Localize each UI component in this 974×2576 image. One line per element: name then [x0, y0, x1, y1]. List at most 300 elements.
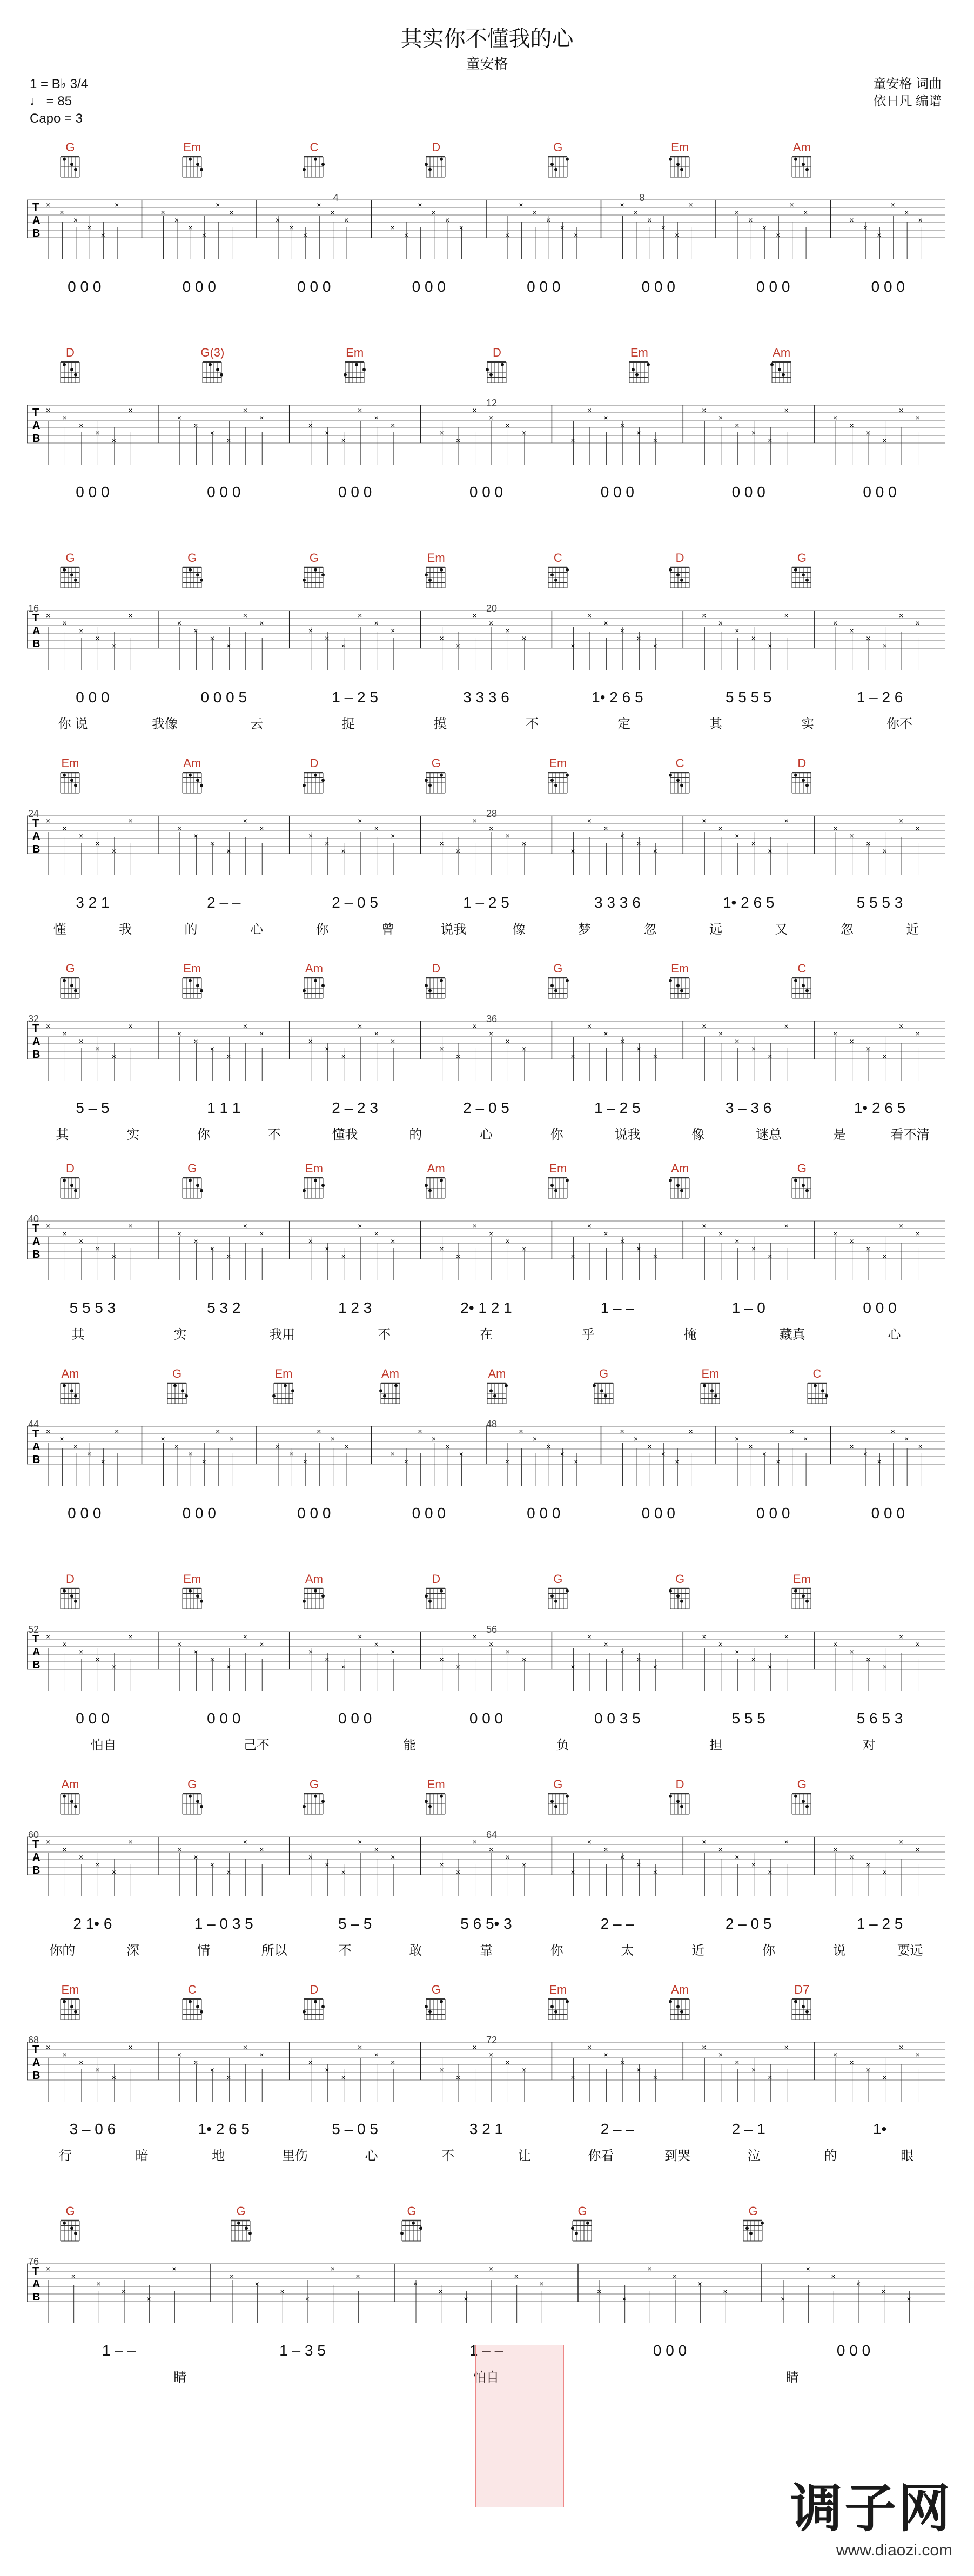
svg-text:×: ×: [532, 1434, 538, 1443]
lyric-word: 捉: [342, 717, 355, 732]
svg-text:×: ×: [489, 619, 494, 627]
chord-grid-icon: [58, 976, 82, 1001]
chord-diagram: [420, 1777, 452, 1816]
svg-text:×: ×: [521, 1044, 527, 1053]
jianpu-measure: 0 0 0: [756, 1505, 790, 1521]
jianpu-measure: 0 0 0: [412, 1505, 446, 1521]
svg-text:B: B: [32, 2070, 41, 2082]
svg-text:×: ×: [374, 1640, 379, 1648]
svg-text:×: ×: [174, 216, 179, 224]
measure-number: 52: [28, 1624, 39, 1635]
svg-text:×: ×: [229, 1434, 234, 1443]
svg-text:×: ×: [906, 2295, 911, 2303]
svg-text:B: B: [32, 843, 41, 855]
chord-diagram: [374, 1367, 407, 1406]
svg-text:×: ×: [439, 2065, 444, 2074]
jianpu-measure: 0 0 0: [469, 484, 503, 500]
svg-text:×: ×: [784, 1022, 789, 1030]
svg-text:×: ×: [330, 208, 335, 217]
jianpu-measure: 5 5 5 5: [725, 689, 772, 706]
chord-grid-icon: [343, 360, 367, 385]
svg-text:×: ×: [781, 2295, 785, 2303]
chord-name: G: [65, 551, 75, 565]
jianpu-measure: 1 – 2 6: [856, 689, 903, 706]
svg-text:×: ×: [46, 611, 51, 620]
svg-text:×: ×: [62, 1640, 67, 1648]
chord-name: G: [553, 140, 563, 154]
svg-text:×: ×: [59, 208, 64, 217]
svg-text:×: ×: [675, 1457, 680, 1466]
jianpu-measure: 3 3 3 6: [594, 894, 641, 911]
jianpu-measure: 5 – 5: [76, 1099, 110, 1116]
svg-text:×: ×: [620, 626, 625, 635]
svg-text:×: ×: [570, 847, 575, 855]
jianpu-measure: 0 0 0: [641, 278, 675, 295]
svg-text:×: ×: [325, 1244, 330, 1253]
jianpu-measure: 3 2 1: [76, 894, 110, 911]
chord-diagram: [176, 962, 209, 1001]
tab-system: [0, 551, 974, 746]
svg-text:×: ×: [355, 2272, 360, 2280]
jianpu-measure: 0 0 0: [836, 2342, 871, 2359]
jianpu-measure: 1 – 0: [731, 1299, 765, 1316]
svg-text:×: ×: [620, 1237, 625, 1245]
chord-grid-icon: [302, 1997, 326, 2022]
chord-diagram: [196, 346, 229, 385]
svg-text:×: ×: [46, 816, 51, 825]
svg-text:×: ×: [620, 2058, 625, 2067]
svg-text:×: ×: [718, 1029, 723, 1038]
svg-text:×: ×: [431, 1434, 436, 1443]
chord-name: G: [553, 962, 563, 975]
chord-grid-icon: [424, 1586, 448, 1611]
jianpu-measure: 1 1 1: [207, 1099, 241, 1116]
chord-grid-icon: [790, 1586, 814, 1611]
chord-diagram: [765, 346, 798, 385]
svg-text:×: ×: [193, 1237, 198, 1245]
tab-system: [0, 1983, 974, 2177]
tab-system: [0, 1367, 974, 1561]
chord-name: G: [797, 1162, 807, 1175]
lyric-word: 己不: [243, 1738, 270, 1753]
svg-text:×: ×: [128, 611, 133, 620]
chord-diagram: [54, 1983, 86, 2022]
jianpu-measure: 0 0 0: [297, 1505, 331, 1521]
chord-name: D: [675, 1777, 684, 1791]
svg-text:×: ×: [735, 421, 740, 430]
jianpu-measure: 2 – 1: [731, 2121, 765, 2137]
svg-text:×: ×: [276, 1442, 280, 1451]
svg-text:×: ×: [653, 1662, 657, 1671]
svg-text:×: ×: [358, 1837, 362, 1846]
svg-text:×: ×: [849, 1237, 854, 1245]
svg-text:×: ×: [358, 1022, 362, 1030]
lyric-word: 睛: [785, 2370, 799, 2385]
svg-text:×: ×: [521, 1860, 527, 1869]
svg-text:×: ×: [849, 421, 854, 430]
lyric-word: 不: [267, 1128, 281, 1142]
chord-name: D: [797, 756, 807, 770]
svg-text:×: ×: [849, 1647, 854, 1656]
svg-text:A: A: [32, 1036, 41, 1048]
svg-text:T: T: [32, 407, 39, 419]
chord-name: Em: [183, 140, 201, 154]
chord-name: D: [66, 346, 75, 359]
svg-text:×: ×: [833, 413, 838, 422]
svg-text:×: ×: [445, 216, 450, 224]
svg-text:×: ×: [46, 1022, 51, 1030]
svg-text:×: ×: [243, 1632, 247, 1641]
measure-number: 40: [28, 1213, 39, 1224]
chord-name: Em: [183, 962, 201, 975]
svg-text:×: ×: [391, 626, 395, 635]
chord-diagram: [298, 1572, 330, 1611]
chord-name: G: [187, 1777, 197, 1791]
svg-text:×: ×: [243, 1022, 247, 1030]
jianpu-measure: 2 – 2 3: [332, 1099, 378, 1116]
lyric-word: 乎: [581, 1327, 595, 1342]
chord-name: G: [577, 2204, 587, 2218]
svg-text:×: ×: [438, 2287, 443, 2296]
svg-text:×: ×: [216, 200, 220, 209]
svg-text:×: ×: [46, 1632, 51, 1641]
measure-number: 44: [28, 1419, 39, 1430]
lyric-word: 像: [512, 922, 526, 937]
svg-text:×: ×: [603, 619, 608, 627]
jianpu-measure: 0 0 0: [68, 1505, 102, 1521]
svg-text:×: ×: [305, 2295, 310, 2303]
jianpu-measure: 3 – 3 6: [725, 1099, 772, 1116]
svg-text:B: B: [32, 1659, 41, 1671]
chord-grid-icon: [180, 1176, 204, 1200]
svg-text:×: ×: [675, 231, 680, 239]
svg-text:×: ×: [748, 1442, 753, 1451]
chord-grid-icon: [546, 1997, 570, 2022]
svg-text:×: ×: [776, 1457, 781, 1466]
svg-text:×: ×: [374, 619, 379, 627]
svg-text:×: ×: [505, 1647, 510, 1656]
jianpu-measure: 2 1• 6: [73, 1915, 112, 1932]
jianpu-measure: 0 0 0: [182, 1505, 216, 1521]
svg-text:×: ×: [308, 1037, 313, 1045]
svg-text:×: ×: [472, 1222, 477, 1230]
chord-name: G: [187, 1162, 197, 1175]
chord-grid-icon: [200, 360, 224, 385]
chord-grid-icon: [302, 1586, 326, 1611]
svg-text:×: ×: [325, 1655, 330, 1663]
jianpu-measure: 1• 2 6 5: [722, 894, 775, 911]
svg-text:×: ×: [653, 1052, 657, 1061]
svg-text:×: ×: [177, 1845, 182, 1854]
svg-text:×: ×: [216, 1427, 220, 1435]
chord-diagram: [542, 1162, 574, 1200]
lyric-word: 不: [378, 1327, 391, 1342]
svg-text:×: ×: [833, 1845, 838, 1854]
svg-text:×: ×: [439, 1044, 444, 1053]
svg-text:×: ×: [456, 1662, 461, 1671]
lyric-word: 眼: [901, 2149, 914, 2163]
svg-text:×: ×: [603, 1029, 608, 1038]
svg-text:×: ×: [62, 1029, 67, 1038]
svg-text:×: ×: [344, 216, 349, 224]
svg-text:×: ×: [489, 824, 494, 833]
lyric-word: 你: [315, 922, 329, 937]
chord-diagram: [176, 1162, 209, 1200]
lyric-word: 掩: [683, 1327, 697, 1342]
lyric-word: 你看: [588, 2149, 614, 2163]
chord-name: D: [675, 551, 684, 565]
svg-text:×: ×: [341, 1868, 346, 1876]
chord-grid-icon: [302, 1176, 326, 1200]
lyric-word: 暗: [135, 2149, 149, 2163]
chord-diagram: [694, 1367, 727, 1406]
lyric-word: 到哭: [664, 2149, 691, 2163]
svg-text:×: ×: [505, 231, 510, 239]
chord-grid-icon: [424, 1176, 448, 1200]
svg-text:×: ×: [259, 1845, 264, 1854]
svg-text:×: ×: [95, 634, 100, 642]
jianpu-measure: 0 0 0: [68, 278, 102, 295]
jianpu-measure: 0 0 0: [338, 484, 372, 500]
chord-diagram: [54, 346, 86, 385]
chord-diagram: [176, 551, 209, 590]
lyric-word: 心: [479, 1128, 493, 1142]
chord-diagram: [54, 1777, 86, 1816]
svg-text:×: ×: [570, 2073, 575, 2082]
chord-name: G: [553, 1572, 563, 1586]
chord-diagram: [54, 1162, 86, 1200]
chord-diagram: [542, 1572, 574, 1611]
svg-text:×: ×: [177, 1229, 182, 1238]
svg-text:×: ×: [751, 839, 756, 848]
svg-text:×: ×: [317, 200, 321, 209]
svg-text:×: ×: [456, 1868, 461, 1876]
chord-name: G: [172, 1367, 182, 1380]
svg-text:×: ×: [915, 824, 920, 833]
svg-text:×: ×: [210, 839, 214, 848]
svg-text:×: ×: [789, 200, 794, 209]
chord-grid-icon: [668, 1176, 692, 1200]
lyric-word: 看不清: [890, 1128, 930, 1142]
chord-name: G: [407, 2204, 417, 2218]
chord-name: C: [675, 756, 684, 770]
svg-text:×: ×: [325, 428, 330, 437]
svg-text:×: ×: [95, 1044, 100, 1053]
lyric-word: 担: [709, 1738, 722, 1753]
chord-diagram: [801, 1367, 834, 1406]
jianpu-measure: 0 0 0: [338, 1710, 372, 1727]
chord-grid-icon: [805, 1381, 829, 1406]
svg-text:×: ×: [111, 641, 117, 650]
chord-grid-icon: [180, 565, 204, 590]
svg-text:×: ×: [128, 1222, 133, 1230]
svg-text:×: ×: [784, 1222, 789, 1230]
chord-diagram: [54, 2204, 86, 2243]
svg-text:×: ×: [128, 406, 133, 414]
svg-text:×: ×: [489, 2264, 494, 2273]
jianpu-measure: 0 0 0: [527, 1505, 561, 1521]
svg-text:×: ×: [472, 2043, 477, 2051]
jianpu-measure: 2 – –: [600, 2121, 634, 2137]
chord-name: G: [431, 756, 441, 770]
svg-text:×: ×: [546, 1442, 551, 1451]
svg-text:×: ×: [111, 1052, 117, 1061]
tab-system: [0, 962, 974, 1156]
chord-name: Em: [630, 346, 648, 359]
svg-text:×: ×: [849, 216, 854, 224]
svg-text:×: ×: [833, 1029, 838, 1038]
chord-diagram: [420, 1572, 452, 1611]
svg-text:T: T: [32, 1023, 39, 1035]
svg-text:×: ×: [456, 847, 461, 855]
chord-diagram: [542, 756, 574, 795]
jianpu-measure: 1 – 0 3 5: [194, 1915, 253, 1932]
svg-text:×: ×: [87, 223, 92, 232]
svg-text:×: ×: [46, 1837, 51, 1846]
svg-text:×: ×: [560, 223, 565, 232]
svg-text:×: ×: [78, 1237, 84, 1245]
svg-text:×: ×: [431, 208, 436, 217]
svg-text:×: ×: [174, 1442, 179, 1451]
svg-text:×: ×: [784, 2043, 789, 2051]
svg-text:×: ×: [226, 436, 231, 445]
svg-text:×: ×: [358, 816, 362, 825]
svg-text:B: B: [32, 1454, 41, 1466]
lyric-word: 的: [184, 922, 198, 937]
svg-text:×: ×: [489, 1640, 494, 1648]
svg-text:×: ×: [391, 1037, 395, 1045]
chord-grid-icon: [424, 155, 448, 179]
chord-grid-icon: [58, 565, 82, 590]
song-title: 其实你不懂我的心: [400, 27, 574, 51]
chord-name: Am: [61, 1367, 79, 1380]
svg-text:×: ×: [768, 1052, 773, 1061]
svg-text:×: ×: [751, 428, 756, 437]
svg-text:×: ×: [259, 1229, 264, 1238]
svg-text:×: ×: [128, 816, 133, 825]
svg-text:×: ×: [603, 1229, 608, 1238]
chord-diagram: [339, 346, 371, 385]
svg-text:×: ×: [514, 2272, 519, 2280]
chord-name: G(3): [200, 346, 225, 359]
svg-text:×: ×: [597, 2287, 602, 2296]
lyric-word: 能: [403, 1738, 417, 1753]
svg-text:×: ×: [46, 2264, 51, 2273]
svg-text:×: ×: [193, 2058, 198, 2067]
svg-text:B: B: [32, 1864, 41, 1876]
svg-text:×: ×: [358, 406, 362, 414]
svg-text:×: ×: [303, 231, 308, 239]
svg-text:×: ×: [193, 421, 198, 430]
svg-text:×: ×: [78, 831, 84, 840]
chord-name: Em: [274, 1367, 293, 1380]
svg-text:×: ×: [702, 406, 707, 414]
svg-text:T: T: [32, 202, 39, 213]
lyric-word: 负: [556, 1738, 569, 1753]
svg-text:T: T: [32, 612, 39, 624]
chord-diagram: [176, 1572, 209, 1611]
svg-text:×: ×: [111, 2073, 117, 2082]
svg-text:×: ×: [546, 216, 551, 224]
svg-text:×: ×: [95, 1244, 100, 1253]
chord-diagram: [737, 2204, 769, 2243]
lyric-word: 远: [709, 922, 722, 937]
svg-text:×: ×: [439, 634, 444, 642]
svg-text:×: ×: [702, 816, 707, 825]
lyric-word: 情: [197, 1943, 210, 1958]
svg-text:×: ×: [519, 1427, 523, 1435]
lyric-word: 我: [119, 922, 132, 937]
svg-text:A: A: [32, 2057, 41, 2069]
chord-diagram: [298, 962, 330, 1001]
chord-diagram: [542, 962, 574, 1001]
svg-text:×: ×: [505, 1237, 510, 1245]
jianpu-measure: 0 0 0: [297, 278, 331, 295]
lyric-word: 我用: [269, 1327, 295, 1342]
lyric-word: 不: [338, 1943, 352, 1958]
tab-staff: [27, 194, 945, 265]
svg-text:×: ×: [574, 1457, 579, 1466]
svg-text:×: ×: [803, 208, 808, 217]
svg-text:×: ×: [210, 1044, 214, 1053]
lyric-word: 藏真: [779, 1327, 805, 1342]
chord-name: Am: [671, 1983, 689, 1996]
svg-text:×: ×: [570, 641, 575, 650]
svg-text:×: ×: [636, 1860, 641, 1869]
svg-text:×: ×: [718, 824, 723, 833]
svg-text:×: ×: [259, 619, 264, 627]
svg-text:×: ×: [856, 2279, 861, 2288]
svg-text:×: ×: [899, 1222, 904, 1230]
svg-text:×: ×: [587, 1837, 592, 1846]
svg-text:×: ×: [899, 611, 904, 620]
svg-text:×: ×: [259, 1029, 264, 1038]
svg-text:×: ×: [587, 816, 592, 825]
credits: [873, 76, 942, 110]
svg-text:×: ×: [341, 641, 346, 650]
chord-diagram: [664, 1162, 696, 1200]
svg-text:×: ×: [768, 1252, 773, 1260]
svg-text:×: ×: [882, 847, 887, 855]
svg-text:×: ×: [95, 839, 100, 848]
chord-grid-icon: [424, 1792, 448, 1816]
svg-text:×: ×: [128, 1632, 133, 1641]
jianpu-measure: 2• 1 2 1: [460, 1299, 512, 1316]
svg-text:×: ×: [633, 1434, 639, 1443]
svg-text:×: ×: [521, 2065, 527, 2074]
svg-text:×: ×: [193, 1647, 198, 1656]
lyric-word: 你的: [49, 1943, 76, 1958]
chord-name: C: [812, 1367, 822, 1380]
svg-text:×: ×: [849, 1037, 854, 1045]
chord-diagram: [54, 756, 86, 795]
svg-text:×: ×: [882, 1868, 887, 1876]
svg-text:×: ×: [697, 2279, 702, 2288]
svg-text:×: ×: [188, 223, 193, 232]
svg-text:×: ×: [751, 1655, 756, 1663]
chord-name: Am: [61, 1777, 79, 1791]
lyric-word: 懂: [53, 922, 66, 937]
lyric-word: 懂我: [332, 1128, 358, 1142]
chord-grid-icon: [58, 1381, 82, 1406]
svg-text:×: ×: [391, 2058, 395, 2067]
lyric-word: 怕自: [90, 1738, 117, 1753]
svg-text:×: ×: [603, 413, 608, 422]
svg-text:×: ×: [78, 626, 84, 635]
lyric-word: 你: [550, 1943, 563, 1958]
svg-text:×: ×: [636, 1044, 641, 1053]
jianpu-measure: 1 – –: [469, 2342, 503, 2359]
